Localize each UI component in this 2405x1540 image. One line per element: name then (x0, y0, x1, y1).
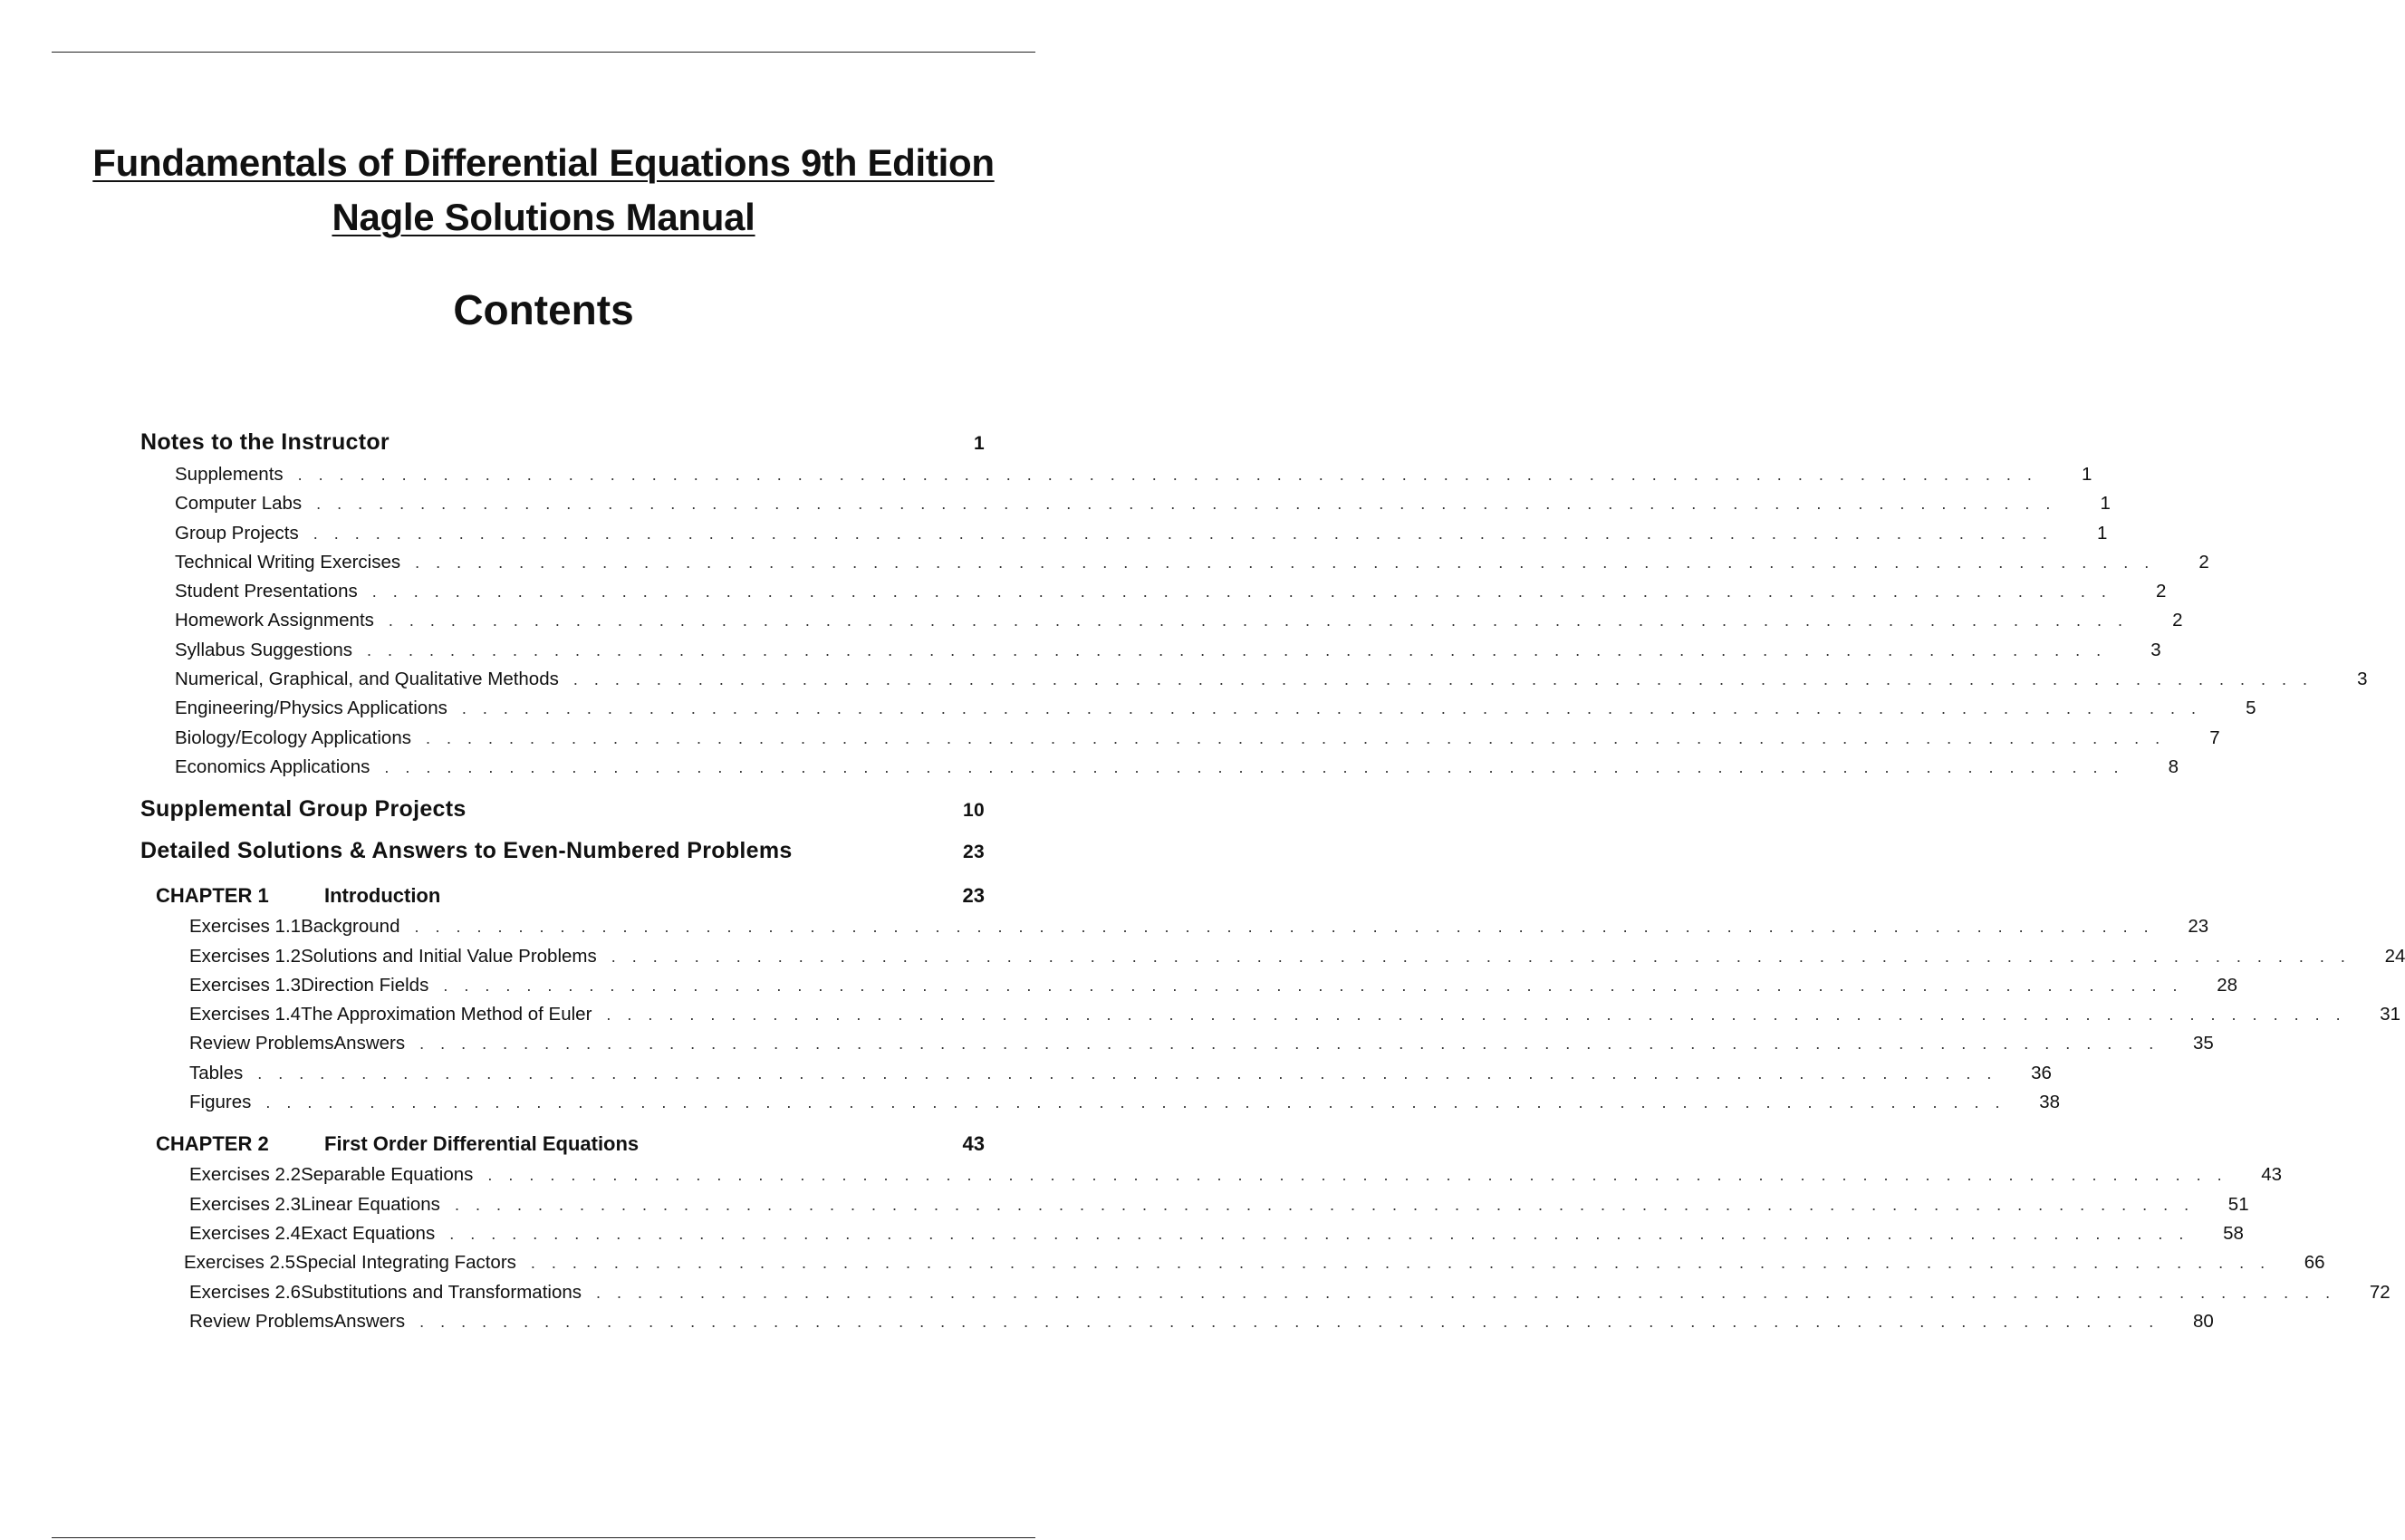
exercise-title: Special Integrating Factors (295, 1252, 516, 1274)
dot-leader: . . . . . . . . . . . . . . . . . . . . . . . . . . . . . . . . . . . . . . . . . . . . . . . . . . . . . . . . . . . . . . . . . . . . . . . . . . . . . . . . . . . . (384, 757, 2125, 776)
dot-leader: . . . . . . . . . . . . . . . . . . . . . . . . . . . . . . . . . . . . . . . . . . . . . . . . . . . . . . . . . . . . . . . . . . . . . . . . . . . . . . . . . . . . (415, 553, 2155, 572)
toc-item-label: Syllabus Suggestions (175, 639, 353, 660)
toc-page-number: 28 (2217, 974, 2238, 996)
toc-page-number: 2 (2172, 610, 2183, 631)
toc-item-numerical-methods[interactable] (140, 665, 2368, 694)
toc-part-label: Detailed Solutions & Answers to Even-Numbered Problems (140, 838, 793, 864)
contents-heading: Contents (453, 286, 634, 333)
toc-page-number: 2 (2198, 551, 2209, 573)
toc-part-detailed-solutions[interactable] (140, 833, 985, 869)
exercise-number: Exercises 2.2 (189, 1164, 302, 1186)
toc-item-label: Technical Writing Exercises (175, 551, 401, 573)
dot-leader: . . . . . . . . . . . . . . . . . . . . . . . . . . . . . . . . . . . . . . . . . . . . . . . . . . . . . . . . . . . . . . . . . . . . . . . . . . . . . . . . . . . . (443, 976, 2184, 995)
toc-review-problems-1[interactable] (140, 1029, 2214, 1058)
toc-item-label: Numerical, Graphical, and Qualitative Methods (175, 669, 559, 690)
toc-review-problems-2[interactable] (140, 1307, 2214, 1336)
exercise-title: Substitutions and Transformations (301, 1281, 582, 1303)
toc-exercise-2-3[interactable] (140, 1190, 2249, 1219)
toc-page-number: 23 (2188, 916, 2209, 938)
toc-page-number: 38 (2039, 1092, 2061, 1113)
exercise-number: Exercises 2.5 (184, 1252, 296, 1274)
toc-page-number: 51 (2227, 1193, 2249, 1215)
dot-leader: . . . . . . . . . . . . . . . . . . . . . . . . . . . . . . . . . . . . . . . . . . . . . . . . . . . . . . . . . . . . . . . . . . . . . . . . . . . . . . . . . . . . (611, 947, 2352, 966)
toc-page-number: 31 (2380, 1004, 2401, 1025)
toc-item-group-projects[interactable] (140, 519, 2108, 548)
dot-leader: . . . . . . . . . . . . . . . . . . . . . . . . . . . . . . . . . . . . . . . . . . . . . . . . . . . . . . . . . . . . . . . . . . . . . . . . . . . . . . . . . . . . (530, 1254, 2271, 1273)
bottom-rule (52, 1537, 1035, 1538)
dot-leader: . . . . . . . . . . . . . . . . . . . . . . . . . . . . . . . . . . . . . . . . . . . . . . . . . . . . . . . . . . . . . . . . . . . . . . . . . . . . . . . . . . . . (313, 524, 2054, 543)
exercise-number: Review Problems (189, 1310, 334, 1332)
toc-page-number: 80 (2192, 1310, 2214, 1332)
exercise-number: Exercises 1.4 (189, 1004, 302, 1025)
toc-item-label: Economics Applications (175, 756, 370, 777)
toc-page-number: 7 (2209, 727, 2220, 748)
dot-leader: . . . . . . . . . . . . . . . . . . . . . . . . . . . . . . . . . . . . . . . . . . . . . . . . . . . . . . . . . . . . . . . . . . . . . . . . . . . . . . . . . . . . (257, 1064, 1997, 1083)
chapter-number: CHAPTER 1 (156, 884, 269, 908)
exercise-title: Tables (189, 1062, 244, 1083)
toc-item-label: Computer Labs (175, 493, 303, 515)
exercise-title: Figures (189, 1092, 252, 1113)
exercise-title: The Approximation Method of Euler (301, 1004, 592, 1025)
dot-leader: . . . . . . . . . . . . . . . . . . . . . . . . . . . . . . . . . . . . . . . . . . . . . . . . . . . . . . . . . . . . . . . . . . . . . . . . . . . . . . . . . . . . (419, 1312, 2160, 1331)
dot-leader: . . . . . . . . . . . . . . . . . . . . . . . . . . . . . . . . . . . . . . . . . . . . . . . . . . . . . . . . . . . . . . . . . . . . . . . . . . . . . . . . . . . . (596, 1283, 2336, 1302)
toc-exercise-1-3[interactable] (140, 971, 2238, 1000)
exercise-title: Direction Fields (301, 974, 429, 996)
toc-item-supplements[interactable] (140, 460, 2092, 489)
table-of-contents (140, 419, 2405, 1336)
toc-page-number: 23 (962, 884, 985, 908)
toc-page-number: 1 (2100, 493, 2111, 515)
dot-leader: . . . . . . . . . . . . . . . . . . . . . . . . . . . . . . . . . . . . . . . . . . . . . . . . . . . . . . . . . . . . . . . . . . . . . . . . . . . . . . . . . . . . (449, 1224, 2189, 1243)
dot-leader: . . . . . . . . . . . . . . . . . . . . . . . . . . . . . . . . . . . . . . . . . . . . . . . . . . . . . . . . . . . . . . . . . . . . . . . . . . . . . . . . . . . . (367, 640, 2107, 659)
exercise-number: Exercises 2.3 (189, 1193, 302, 1215)
dot-leader: . . . . . . . . . . . . . . . . . . . . . . . . . . . . . . . . . . . . . . . . . . . . . . . . . . . . . . . . . . . . . . . . . . . . . . . . . . . . . . . . . . . . (572, 670, 2314, 689)
exercise-number: Review Problems (189, 1033, 334, 1054)
toc-page-number: 1 (974, 433, 985, 454)
top-rule (52, 52, 1035, 53)
toc-item-label: Student Presentations (175, 581, 358, 602)
exercise-number: Exercises 1.1 (189, 916, 302, 938)
exercise-title: Background (301, 916, 400, 938)
toc-page-number: 72 (2369, 1281, 2391, 1303)
dot-leader: . . . . . . . . . . . . . . . . . . . . . . . . . . . . . . . . . . . . . . . . . . . . . . . . . . . . . . . . . . . . . . . . . . . . . . . . . . . . . . . . . . . . (371, 582, 2112, 602)
dot-leader: . . . . . . . . . . . . . . . . . . . . . . . . . . . . . . . . . . . . . . . . . . . . . . . . . . . . . . . . . . . . . . . . . . . . . . . . . . . . . . . . . . . . (388, 611, 2129, 630)
toc-page-number: 1 (2081, 464, 2092, 485)
exercise-number: Exercises 1.2 (189, 945, 302, 967)
toc-item-economics[interactable] (140, 753, 2179, 782)
toc-item-label: Supplements (175, 464, 284, 485)
toc-page-number: 23 (963, 842, 985, 863)
toc-item-engineering-physics[interactable] (140, 694, 2256, 723)
dot-leader: . . . . . . . . . . . . . . . . . . . . . . . . . . . . . . . . . . . . . . . . . . . . . . . . . . . . . . . . . . . . . . . . . . . . . . . . . . . . . . . . . . . . (606, 1006, 2347, 1025)
toc-exercise-1-2[interactable] (140, 942, 2405, 971)
toc-page-number: 2 (2155, 581, 2167, 602)
dot-leader: . . . . . . . . . . . . . . . . . . . . . . . . . . . . . . . . . . . . . . . . . . . . . . . . . . . . . . . . . . . . . . . . . . . . . . . . . . . . . . . . . . . . (454, 1195, 2195, 1214)
dot-leader: . . . . . . . . . . . . . . . . . . . . . . . . . . . . . . . . . . . . . . . . . . . . . . . . . . . . . . . . . . . . . . . . . . . . . . . . . . . . . . . . . . . . (265, 1093, 2006, 1112)
toc-page-number: 5 (2246, 698, 2256, 719)
toc-exercise-1-4[interactable] (140, 1000, 2401, 1029)
dot-leader: . . . . . . . . . . . . . . . . . . . . . . . . . . . . . . . . . . . . . . . . . . . . . . . . . . . . . . . . . . . . . . . . . . . . . . . . . . . . . . . . . . . . (316, 495, 2056, 514)
toc-item-syllabus-suggestions[interactable] (140, 636, 2161, 665)
chapter-number: CHAPTER 2 (156, 1132, 269, 1156)
dot-leader: . . . . . . . . . . . . . . . . . . . . . . . . . . . . . . . . . . . . . . . . . . . . . . . . . . . . . . . . . . . . . . . . . . . . . . . . . . . . . . . . . . . . (487, 1166, 2228, 1185)
toc-page-number: 24 (2384, 945, 2405, 967)
exercise-number: Exercises 1.3 (189, 974, 302, 996)
toc-item-label: Homework Assignments (175, 610, 374, 631)
toc-exercise-1-1[interactable] (140, 912, 2209, 941)
exercise-title: Exact Equations (301, 1222, 436, 1244)
toc-page-number: 58 (2223, 1222, 2244, 1244)
toc-part-label: Supplemental Group Projects (140, 796, 467, 823)
toc-page-number: 43 (962, 1132, 985, 1156)
toc-chapter-2[interactable] (140, 1128, 985, 1160)
dot-leader: . . . . . . . . . . . . . . . . . . . . . . . . . . . . . . . . . . . . . . . . . . . . . . . . . . . . . . . . . . . . . . . . . . . . . . . . . . . . . . . . . . . . (425, 728, 2166, 747)
toc-exercise-2-5[interactable] (140, 1248, 2325, 1277)
dot-leader: . . . . . . . . . . . . . . . . . . . . . . . . . . . . . . . . . . . . . . . . . . . . . . . . . . . . . . . . . . . . . . . . . . . . . . . . . . . . . . . . . . . . (414, 918, 2155, 937)
exercise-title: Answers (333, 1033, 406, 1054)
toc-item-student-presentations[interactable] (140, 577, 2167, 606)
exercise-title: Separable Equations (301, 1164, 474, 1186)
exercise-title: Solutions and Initial Value Problems (301, 945, 597, 967)
exercise-title: Linear Equations (301, 1193, 440, 1215)
toc-item-biology-ecology[interactable] (140, 724, 2220, 753)
toc-page-number: 10 (963, 800, 985, 822)
toc-tables[interactable] (140, 1059, 2052, 1088)
exercise-number: Exercises 2.4 (189, 1222, 302, 1244)
exercise-title: Answers (333, 1310, 406, 1332)
toc-page-number: 66 (2304, 1252, 2325, 1274)
toc-item-label: Group Projects (175, 522, 299, 544)
toc-page-number: 3 (2150, 639, 2161, 660)
toc-part-supplemental[interactable] (140, 791, 985, 827)
dot-leader: . . . . . . . . . . . . . . . . . . . . . . . . . . . . . . . . . . . . . . . . . . . . . . . . . . . . . . . . . . . . . . . . . . . . . . . . . . . . . . . . . . . . (297, 466, 2038, 484)
toc-part-label: Notes to the Instructor (140, 429, 390, 455)
toc-page-number: 36 (2031, 1062, 2052, 1083)
toc-exercise-2-6[interactable] (140, 1278, 2391, 1307)
dot-leader: . . . . . . . . . . . . . . . . . . . . . . . . . . . . . . . . . . . . . . . . . . . . . . . . . . . . . . . . . . . . . . . . . . . . . . . . . . . . . . . . . . . . (419, 1035, 2160, 1054)
toc-item-computer-labs[interactable] (140, 489, 2111, 518)
toc-page-number: 1 (2097, 522, 2108, 544)
toc-page-number: 8 (2168, 756, 2179, 777)
toc-part-notes[interactable] (140, 424, 985, 460)
toc-chapter-1[interactable] (140, 880, 985, 912)
toc-figures[interactable] (140, 1088, 2061, 1117)
chapter-title: Introduction (324, 884, 441, 908)
toc-page-number: 35 (2192, 1033, 2214, 1054)
document-title-line-1: Fundamentals of Differential Equations 9th Edition (92, 141, 995, 184)
toc-exercise-2-4[interactable] (140, 1219, 2244, 1248)
toc-item-label: Biology/Ecology Applications (175, 727, 411, 748)
toc-item-homework-assignments[interactable] (140, 606, 2183, 635)
dot-leader: . . . . . . . . . . . . . . . . . . . . . . . . . . . . . . . . . . . . . . . . . . . . . . . . . . . . . . . . . . . . . . . . . . . . . . . . . . . . . . . . . . . . (461, 699, 2202, 718)
toc-item-label: Engineering/Physics Applications (175, 698, 447, 719)
document-title-line-2: Nagle Solutions Manual (332, 196, 755, 238)
exercise-number: Exercises 2.6 (189, 1281, 302, 1303)
toc-page-number: 3 (2357, 669, 2368, 690)
chapter-title: First Order Differential Equations (324, 1132, 640, 1156)
toc-exercise-2-2[interactable] (140, 1160, 2283, 1189)
toc-page-number: 43 (2261, 1164, 2283, 1186)
toc-item-technical-writing[interactable] (140, 548, 2209, 577)
